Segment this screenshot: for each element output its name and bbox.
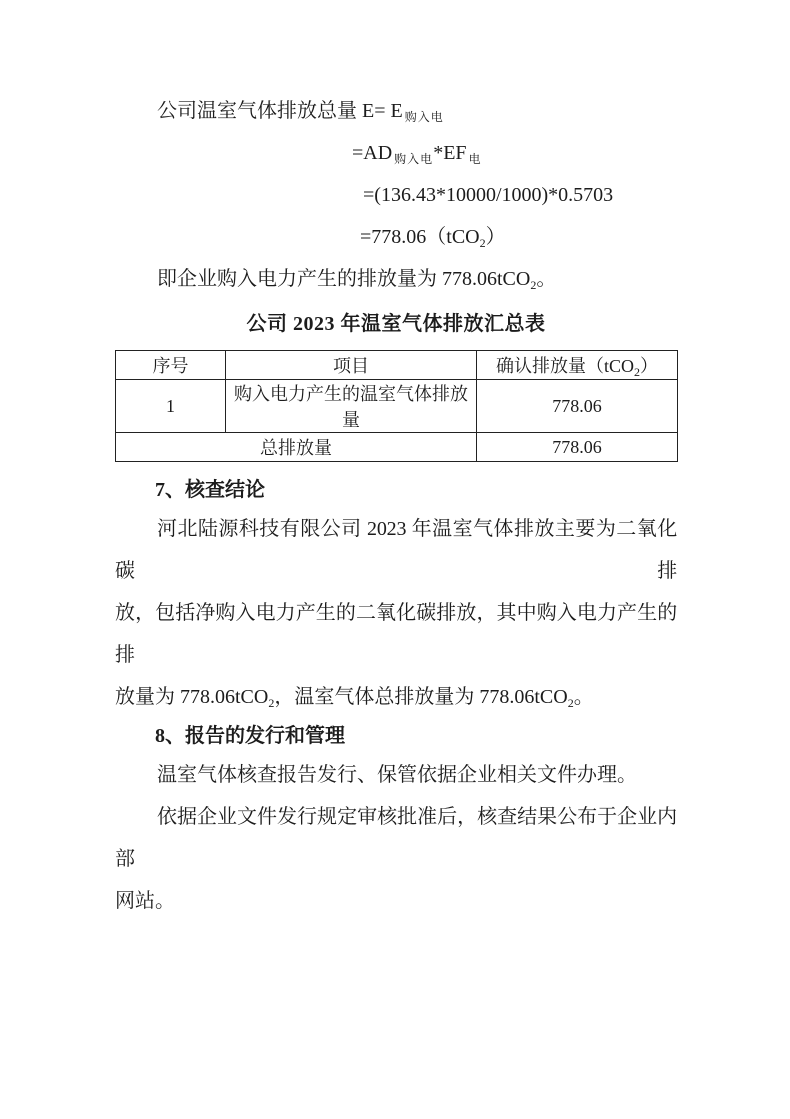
section8-paragraph-1: 温室气体核查报告发行、保管依据企业相关文件办理。: [157, 764, 637, 786]
header-value-text-a: 确认排放量（tCO: [495, 356, 634, 376]
row1-cell-item: 购入电力产生的温室气体排放量: [226, 380, 477, 433]
result-sentence-text-b: 。: [536, 268, 557, 290]
header-value-text-b: ）: [640, 356, 658, 376]
total-row-cell-value: 778.06: [477, 433, 678, 462]
result-sentence-subscript: 2: [530, 278, 537, 292]
row1-cell-no: 1: [116, 380, 226, 433]
formula-line-2-subscript-b: 电: [468, 152, 482, 166]
result-sentence-text-a: 即企业购入电力产生的排放量为 778.06tCO: [157, 268, 531, 290]
header-cell-item: 项目: [226, 351, 477, 380]
emission-summary-table: [115, 350, 678, 462]
header-cell-no: 序号: [116, 351, 226, 380]
summary-table-title: 公司 2023 年温室气体排放汇总表: [246, 313, 546, 335]
formula-line-2-text-a: =AD: [352, 142, 393, 164]
formula-line-1-subscript: 购入电: [404, 110, 444, 124]
section8-paragraph-2-line-1: 依据企业文件发行规定审核批准后，核查结果公布于企业内部: [115, 806, 677, 870]
formula-line-2-text-b: *EF: [433, 142, 467, 164]
formula-line-4-text-a: =778.06（tCO: [360, 226, 480, 248]
section7-heading: 7、核查结论: [155, 479, 265, 501]
emission-formula-block: [115, 90, 677, 258]
section7-line3-text-a: 放量为 778.06tCO: [115, 686, 269, 708]
header-value-subscript: 2: [634, 365, 640, 379]
section7-paragraph-line-1: 河北陆源科技有限公司 2023 年温室气体排放主要为二氧化碳排: [115, 518, 677, 582]
formula-line-1: [115, 90, 677, 132]
section7-line3-subscript-2: 2: [567, 696, 574, 710]
section7-paragraph-line-2: 放，包括净购入电力产生的二氧化碳排放，其中购入电力产生的排: [115, 602, 677, 666]
formula-line-1-text: 公司温室气体排放总量 E= E: [157, 100, 403, 122]
section8-paragraph-2-line-2: 网站。: [115, 890, 175, 912]
header-cell-value: [477, 351, 678, 380]
section7-line3-subscript-1: 2: [268, 696, 275, 710]
formula-line-4-subscript: 2: [479, 236, 486, 250]
total-row-cell-item: 总排放量: [116, 433, 477, 462]
formula-line-2: [352, 132, 677, 174]
formula-line-4: [360, 216, 677, 258]
table-total-row: [116, 433, 678, 462]
section7-paragraph-line-3: [115, 676, 677, 718]
formula-line-4-text-b: ）: [485, 226, 506, 248]
table-row: [116, 380, 678, 433]
result-sentence: [115, 258, 677, 300]
section7-line3-text-c: 。: [573, 686, 594, 708]
section7-line3-text-b: ，温室气体总排放量为 778.06tCO: [274, 686, 568, 708]
row1-cell-value: 778.06: [477, 380, 678, 433]
formula-line-3: =(136.43*10000/1000)*0.5703: [363, 184, 614, 206]
table-header-row: [116, 351, 678, 380]
section8-heading: 8、报告的发行和管理: [155, 725, 345, 747]
formula-line-2-subscript-a: 购入电: [394, 152, 434, 166]
